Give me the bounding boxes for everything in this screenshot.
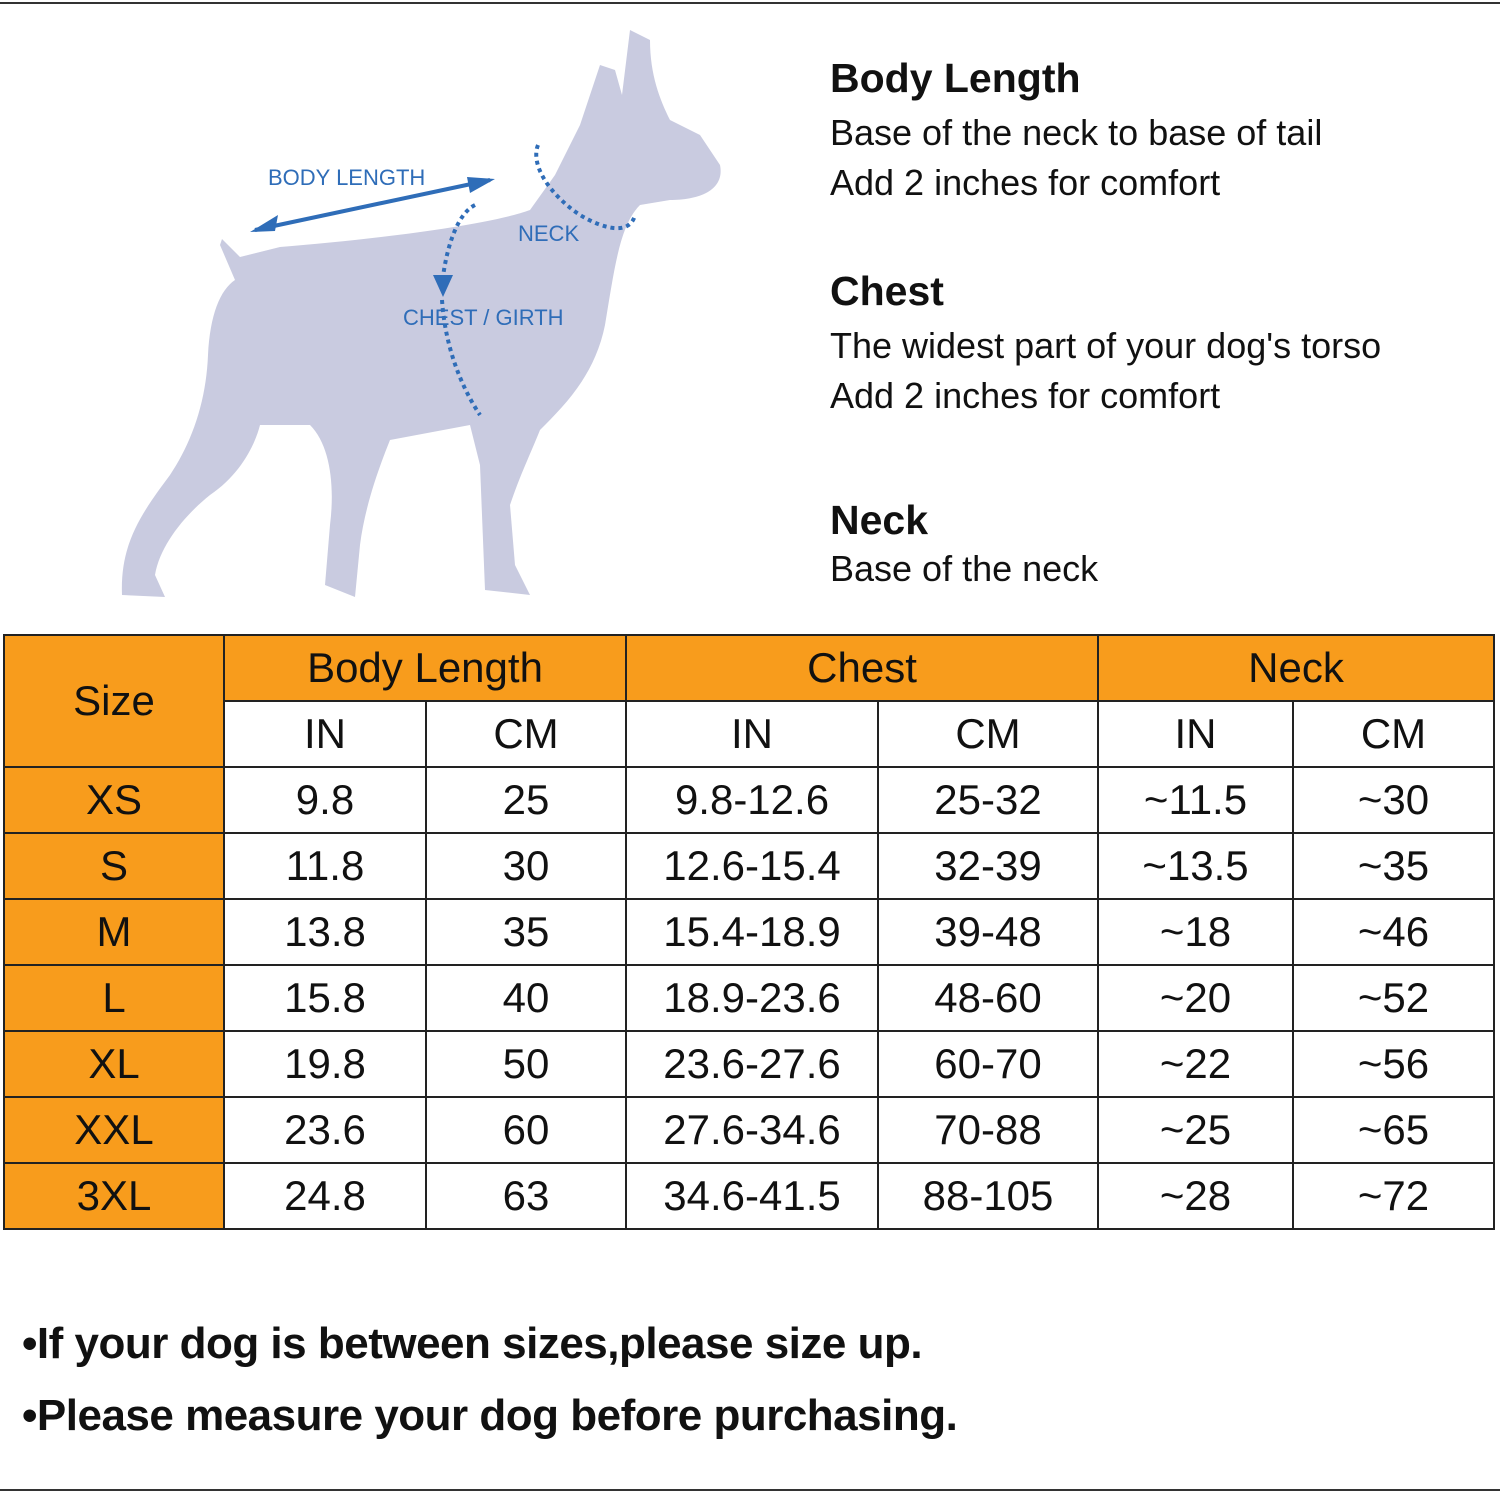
table-cell: 88-105 xyxy=(878,1163,1098,1229)
table-row xyxy=(4,899,1494,965)
guide-body-length-line1: Base of the neck to base of tail xyxy=(830,112,1323,153)
size-chart-table xyxy=(3,634,1495,1230)
table-row xyxy=(4,965,1494,1031)
table-cell: ~52 xyxy=(1293,965,1494,1031)
table-cell: ~30 xyxy=(1293,767,1494,833)
guide-chest-title: Chest xyxy=(830,268,944,314)
guide-chest-line2: Add 2 inches for comfort xyxy=(830,375,1221,416)
table-cell: 60 xyxy=(426,1097,626,1163)
size-header: Size xyxy=(4,635,224,767)
table-cell: ~18 xyxy=(1098,899,1293,965)
top-border xyxy=(0,2,1500,4)
table-cell: 39-48 xyxy=(878,899,1098,965)
table-cell: 50 xyxy=(426,1031,626,1097)
table-cell: 63 xyxy=(426,1163,626,1229)
table-row xyxy=(4,1097,1494,1163)
table-cell: 40 xyxy=(426,965,626,1031)
table-cell: ~65 xyxy=(1293,1097,1494,1163)
note-measure: •Please measure your dog before purchasing. xyxy=(22,1391,958,1440)
table-cell: 18.9-23.6 xyxy=(626,965,878,1031)
guide-chest-line1: The widest part of your dog's torso xyxy=(830,325,1382,366)
table-cell: 13.8 xyxy=(224,899,426,965)
size-cell: S xyxy=(4,833,224,899)
size-cell: 3XL xyxy=(4,1163,224,1229)
table-cell: 48-60 xyxy=(878,965,1098,1031)
notes xyxy=(22,1308,957,1452)
table-cell: 32-39 xyxy=(878,833,1098,899)
size-cell: XL xyxy=(4,1031,224,1097)
unit-header: IN xyxy=(224,701,426,767)
table-cell: 9.8-12.6 xyxy=(626,767,878,833)
table-row xyxy=(4,833,1494,899)
guide-body-length xyxy=(830,55,1480,208)
table-cell: 30 xyxy=(426,833,626,899)
guide-body-length-line2: Add 2 inches for comfort xyxy=(830,162,1221,203)
diagram-label-body-length: BODY LENGTH xyxy=(268,165,426,190)
note-size-up: •If your dog is between sizes,please size up. xyxy=(22,1319,923,1368)
table-cell: 12.6-15.4 xyxy=(626,833,878,899)
size-cell: L xyxy=(4,965,224,1031)
table-row xyxy=(4,767,1494,833)
table-cell: ~13.5 xyxy=(1098,833,1293,899)
table-cell: 60-70 xyxy=(878,1031,1098,1097)
table-cell: 27.6-34.6 xyxy=(626,1097,878,1163)
table-cell: 9.8 xyxy=(224,767,426,833)
body-length-header: Body Length xyxy=(224,635,626,701)
bottom-border xyxy=(0,1489,1500,1491)
table-cell: 35 xyxy=(426,899,626,965)
table-cell: 11.8 xyxy=(224,833,426,899)
table-cell: 24.8 xyxy=(224,1163,426,1229)
table-cell: 19.8 xyxy=(224,1031,426,1097)
dog-measurement-diagram xyxy=(110,25,750,605)
table-cell: ~11.5 xyxy=(1098,767,1293,833)
guide-neck xyxy=(830,497,1480,594)
table-cell: 23.6-27.6 xyxy=(626,1031,878,1097)
table-cell: ~20 xyxy=(1098,965,1293,1031)
diagram-label-chest: CHEST / GIRTH xyxy=(403,305,564,330)
size-cell: XXL xyxy=(4,1097,224,1163)
diagram-label-neck: NECK xyxy=(518,221,580,246)
unit-header: IN xyxy=(1098,701,1293,767)
neck-header: Neck xyxy=(1098,635,1494,701)
table-row xyxy=(4,1163,1494,1229)
table-cell: 70-88 xyxy=(878,1097,1098,1163)
guide-neck-line1: Base of the neck xyxy=(830,548,1099,589)
table-cell: ~46 xyxy=(1293,899,1494,965)
table-cell: 34.6-41.5 xyxy=(626,1163,878,1229)
table-cell: 25 xyxy=(426,767,626,833)
table-cell: ~22 xyxy=(1098,1031,1293,1097)
unit-header: CM xyxy=(426,701,626,767)
unit-header: IN xyxy=(626,701,878,767)
table-group-header-row xyxy=(4,635,1494,701)
table-cell: ~56 xyxy=(1293,1031,1494,1097)
guide-neck-title: Neck xyxy=(830,497,929,543)
table-cell: 23.6 xyxy=(224,1097,426,1163)
table-cell: 15.4-18.9 xyxy=(626,899,878,965)
table-body xyxy=(4,767,1494,1229)
guide-body-length-title: Body Length xyxy=(830,55,1081,101)
unit-header: CM xyxy=(878,701,1098,767)
chest-header: Chest xyxy=(626,635,1098,701)
size-cell: M xyxy=(4,899,224,965)
table-cell: 15.8 xyxy=(224,965,426,1031)
size-cell: XS xyxy=(4,767,224,833)
guide-chest xyxy=(830,268,1480,421)
table-cell: ~35 xyxy=(1293,833,1494,899)
table-cell: ~72 xyxy=(1293,1163,1494,1229)
table-unit-header-row xyxy=(4,701,1494,767)
table-cell: 25-32 xyxy=(878,767,1098,833)
unit-header: CM xyxy=(1293,701,1494,767)
table-cell: ~28 xyxy=(1098,1163,1293,1229)
table-row xyxy=(4,1031,1494,1097)
table-cell: ~25 xyxy=(1098,1097,1293,1163)
